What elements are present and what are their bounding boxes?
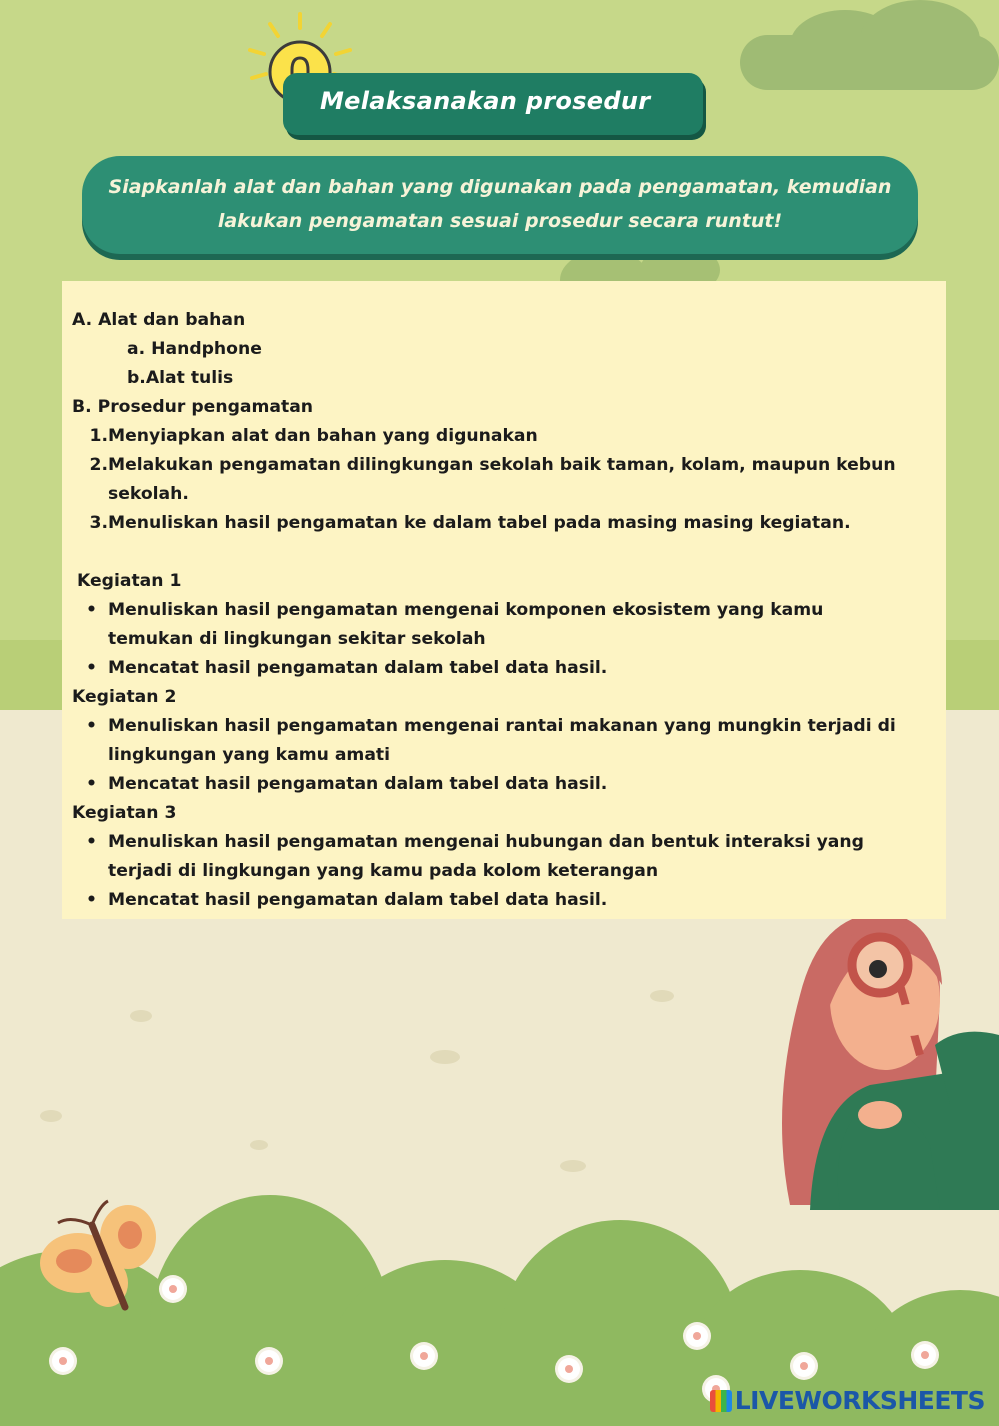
bullet-item (72, 770, 932, 799)
girl-with-magnifier-illustration (770, 905, 999, 1210)
bullet-item (72, 828, 932, 886)
ground-speck (560, 1160, 586, 1172)
ground-speck (430, 1050, 460, 1064)
kegiatan-3-heading: Kegiatan 3 (72, 803, 177, 823)
bullet-icon: • (86, 890, 97, 910)
content-card (62, 281, 946, 919)
bullet-text: Menuliskan hasil pengamatan mengenai komponen ekosistem yang kamu (108, 600, 824, 620)
bullet-item (72, 654, 932, 683)
instruction-text (82, 170, 918, 238)
bullet-icon: • (86, 600, 97, 620)
bullet-item (72, 886, 932, 915)
content-body (72, 306, 932, 915)
flower-icon (793, 1355, 815, 1377)
butterfly-icon (30, 1195, 170, 1315)
bullet-item (72, 712, 932, 770)
bullet-text: Menuliskan hasil pengamatan mengenai rantai makanan yang mungkin terjadi di (108, 716, 896, 736)
flower-icon (258, 1350, 280, 1372)
bullet-icon: • (86, 716, 97, 736)
instruction-line: Siapkanlah alat dan bahan yang digunakan pada pengamatan, kemudian (108, 176, 892, 198)
bullet-text: terjadi di lingkungan yang kamu pada kolom keterangan (108, 861, 659, 881)
bullet-text: temukan di lingkungan sekitar sekolah (108, 629, 486, 649)
bullet-item (72, 596, 932, 654)
list-item: a. Handphone (127, 339, 262, 359)
flower-icon (914, 1344, 936, 1366)
step-number: 3. (89, 513, 108, 533)
logo-badge-icon (710, 1390, 732, 1412)
step-text: Menuliskan hasil pengamatan ke dalam tabel pada masing masing kegiatan. (108, 513, 851, 533)
list-item: b.Alat tulis (127, 368, 234, 388)
ground-speck (40, 1110, 62, 1122)
liveworksheets-logo[interactable] (710, 1386, 985, 1415)
bullet-icon: • (86, 658, 97, 678)
bullet-text: Mencatat hasil pengamatan dalam tabel data hasil. (108, 774, 608, 794)
step-text: Menyiapkan alat dan bahan yang digunakan (108, 426, 538, 446)
step-number: 2. (89, 455, 108, 475)
flower-icon (686, 1325, 708, 1347)
step-text: Melakukan pengamatan dilingkungan sekolah baik taman, kolam, maupun kebun (108, 455, 896, 475)
ground-speck (650, 990, 674, 1002)
flower-icon (413, 1345, 435, 1367)
step-text-continued: sekolah. (108, 484, 189, 504)
ground-speck (130, 1010, 152, 1022)
section-b-heading: B. Prosedur pengamatan (72, 397, 314, 417)
kegiatan-2-heading: Kegiatan 2 (72, 687, 177, 707)
bullet-text: Mencatat hasil pengamatan dalam tabel data hasil. (108, 658, 608, 678)
page-title: Melaksanakan prosedur (320, 87, 651, 115)
kegiatan-1-heading: Kegiatan 1 (77, 571, 182, 591)
bullet-text: Menuliskan hasil pengamatan mengenai hubungan dan bentuk interaksi yang (108, 832, 864, 852)
step-number: 1. (89, 426, 108, 446)
bullet-text: Mencatat hasil pengamatan dalam tabel data hasil. (108, 890, 608, 910)
cloud-shape (740, 35, 999, 90)
logo-text: LIVEWORKSHEETS (734, 1386, 985, 1415)
bullet-text: lingkungan yang kamu amati (108, 745, 391, 765)
procedure-step (72, 451, 932, 480)
instruction-line: lakukan pengamatan sesuai prosedur secara runtut! (217, 210, 783, 232)
spacer (72, 538, 932, 567)
flower-icon (558, 1358, 580, 1380)
bullet-icon: • (86, 832, 97, 852)
bullet-icon: • (86, 774, 97, 794)
procedure-step (72, 422, 932, 451)
section-a-heading: A. Alat dan bahan (72, 310, 246, 330)
procedure-step (72, 509, 932, 538)
flower-icon (52, 1350, 74, 1372)
ground-speck (250, 1140, 268, 1150)
